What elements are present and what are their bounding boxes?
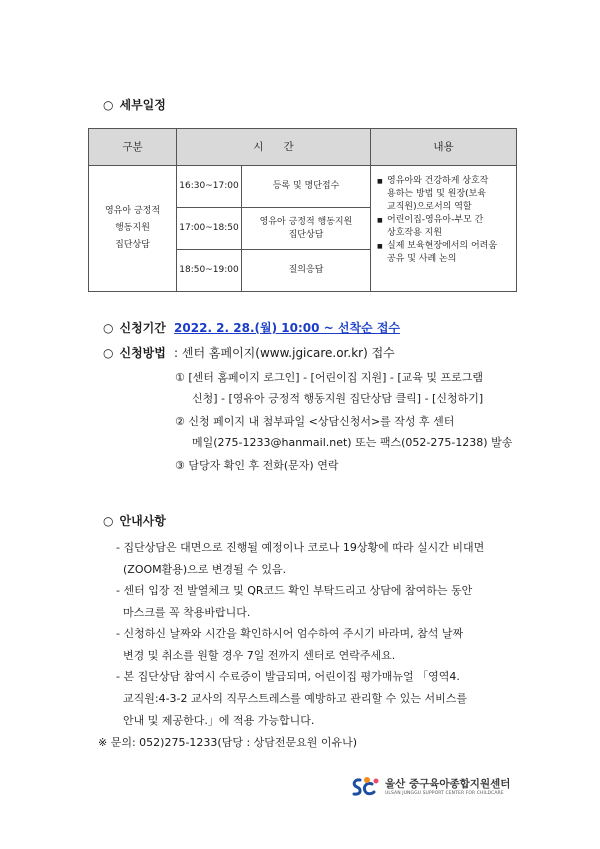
step-marker: ③ <box>175 459 185 472</box>
center-english-name: ULSAN JUNGGU SUPPORT CENTER FOR CHILDCARE <box>385 791 504 796</box>
content-line: 상호작용 지원 <box>387 228 443 238</box>
step-2 <box>175 411 512 453</box>
step-3 <box>175 455 338 476</box>
item-line: 집단상담 <box>288 229 324 240</box>
bullet: ○ <box>103 346 114 360</box>
notice-item <box>116 666 467 732</box>
center-name: 울산 중구육아종합지원센터 <box>385 778 511 790</box>
step-line: 담당자 확인 후 전화(문자) 연락 <box>188 459 339 472</box>
notice-line: - 신청하신 날짜와 시간을 확인하시어 엄수하여 주시기 바라며, 참석 날짜 <box>116 627 464 640</box>
notice-item <box>116 623 463 667</box>
category-cell <box>89 166 177 292</box>
apply-period <box>103 319 400 336</box>
notice-line: (ZOOM활용)으로 변경될 수 있음. <box>116 563 287 576</box>
content-item <box>377 214 512 240</box>
content-line: 교직원)으로서의 역할 <box>387 202 472 212</box>
center-logo-icon <box>350 776 382 798</box>
content-item <box>377 240 512 266</box>
time-cell: 17:00~18:50 <box>177 208 242 250</box>
table-header-row <box>89 129 517 166</box>
step-line: 신청] - [영유아 긍정적 행동지원 집단상담 클릭] - [신청하기] <box>192 392 484 405</box>
notice-line: - 본 집단상담 참여시 수료증이 발급되며, 어린이집 평가매뉴얼 「영역4. <box>116 670 460 683</box>
category-line: 영유아 긍정적 <box>104 206 161 216</box>
content-line: 공유 및 사례 논의 <box>387 254 457 264</box>
step-1 <box>175 367 483 409</box>
step-line: 메일(275-1233@hanmail.net) 또는 팩스(052-275-1238) 발송 <box>192 436 513 449</box>
content-line: 영유아와 건강하게 상호작 <box>387 176 489 186</box>
step-line: 신청 페이지 내 첨부파일 <상담신청서>를 작성 후 센터 <box>188 415 455 428</box>
notice-item <box>116 537 484 581</box>
notice-item <box>116 580 472 624</box>
apply-method-value: : 센터 홈페이지(www.jgicare.or.kr) 접수 <box>174 346 395 360</box>
notice-line: 마스크를 꼭 착용바랍니다. <box>116 606 251 619</box>
schedule-table <box>88 128 517 292</box>
heading-text: 세부일정 <box>119 98 166 112</box>
header-content: 내용 <box>371 129 517 166</box>
header-time: 시 간 <box>177 129 371 166</box>
step-line: [센터 홈페이지 로그인] - [어린이집 지원] - [교육 및 프로그램 <box>188 371 484 384</box>
schedule-heading <box>103 96 166 113</box>
header-category: 구분 <box>89 129 177 166</box>
time-cell: 16:30~17:00 <box>177 166 242 208</box>
content-line: 실제 보육현장에서의 어려움 <box>387 241 498 251</box>
table-row <box>89 166 517 208</box>
content-item <box>377 175 512 214</box>
notice-line: 안내 및 제공한다.」에 적용 가능합니다. <box>116 714 315 727</box>
apply-method-label: 신청방법 <box>119 346 166 360</box>
content-line: 용하는 방법 및 원장(보육 <box>387 189 487 199</box>
item-cell: 등록 및 명단접수 <box>242 166 371 208</box>
apply-period-value: 2022. 2. 28.(월) 10:00 ~ 선착순 접수 <box>174 321 401 335</box>
item-cell <box>242 208 371 250</box>
apply-method <box>103 344 395 361</box>
notice-line: 교직원:4-3-2 교사의 직무스트레스를 예방하고 관리할 수 있는 서비스를 <box>116 692 468 705</box>
content-cell <box>371 166 517 292</box>
contact-line: ※ 문의: 052)275-1233(담당 : 상담전문요원 이유나) <box>98 736 358 749</box>
category-line: 집단상담 <box>115 240 150 250</box>
notice-line: - 센터 입장 전 발열체크 및 QR코드 확인 부탁드리고 상담에 참여하는 동안 <box>116 584 473 597</box>
heading-text: 안내사항 <box>119 514 166 528</box>
bullet: ○ <box>103 98 114 112</box>
step-marker: ② <box>175 415 185 428</box>
bullet: ○ <box>103 514 114 528</box>
step-marker: ① <box>175 371 185 384</box>
apply-period-label: 신청기간 <box>119 321 166 335</box>
content-line: 어린이집-영유아-부모 간 <box>387 215 484 225</box>
item-line: 영유아 긍정적 행동지원 <box>259 216 353 227</box>
notice-heading <box>103 512 166 529</box>
category-line: 행동지원 <box>115 223 150 233</box>
bullet: ○ <box>103 321 114 335</box>
notice-line: 변경 및 취소를 원할 경우 7일 전까지 센터로 연락주세요. <box>116 649 396 662</box>
item-cell: 질의응답 <box>242 250 371 292</box>
notice-line: - 집단상담은 대면으로 진행될 예정이나 코로나 19상황에 따라 실시간 비대면 <box>116 541 485 554</box>
time-cell: 18:50~19:00 <box>177 250 242 292</box>
